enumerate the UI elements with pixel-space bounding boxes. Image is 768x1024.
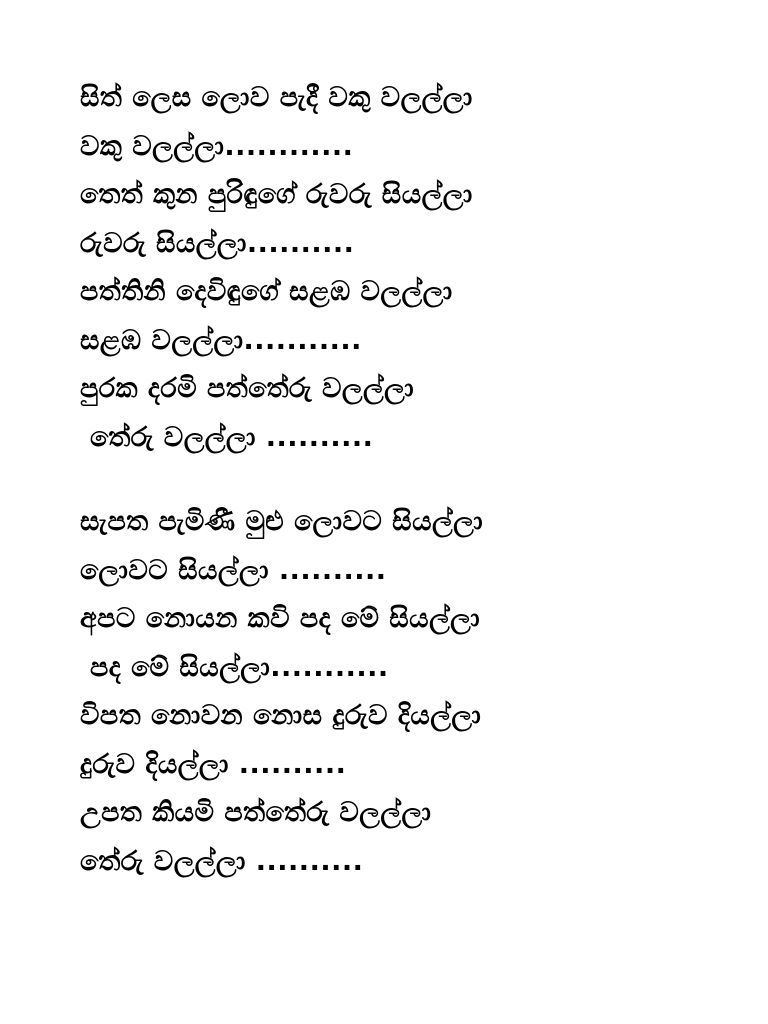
poem-line: තෙත් කුන පුරිඳුගේ රුවරු සියල්ලා — [80, 179, 473, 210]
poem-stanza-1 — [80, 78, 700, 466]
poem-line: ලොවට සියල්ලා .......... — [80, 554, 387, 586]
poem-line: විපත නොවන නොස දුරුව දියල්ලා — [80, 700, 482, 731]
poem-line: සැපත පැමිණී මුළු ලොවට සියල්ලා — [80, 506, 484, 537]
poem-line: පුරක දරමි පත්තේරු වලල්ලා — [80, 373, 415, 404]
poem-line: පද මේ සියල්ලා........... — [90, 651, 389, 683]
poem-line: උපත කියමි පත්තේරු වලල්ලා — [80, 797, 432, 828]
poem-line: තේරු වලල්ලා .......... — [90, 421, 374, 453]
poem-stanza-2 — [80, 502, 700, 890]
poem-line: සළඹ වලල්ලා........... — [80, 324, 362, 356]
poem-line: පත්තිනි දෙවිඳුගේ සළඹ වලල්ලා — [80, 276, 453, 307]
poem-line: තේරු වලල්ලා .......... — [80, 845, 364, 877]
poem-line: රුවරු සියල්ලා.......... — [80, 227, 355, 259]
poem-line: අපට නොයන කවි පද මේ සියල්ලා — [80, 603, 481, 634]
poem-line: වකු වලල්ලා............ — [80, 130, 354, 162]
poem-line: දුරුව දියල්ලා .......... — [80, 748, 347, 780]
poem-line: සිත් ලෙස ලොව පැදී වකු වලල්ලා — [80, 82, 473, 113]
